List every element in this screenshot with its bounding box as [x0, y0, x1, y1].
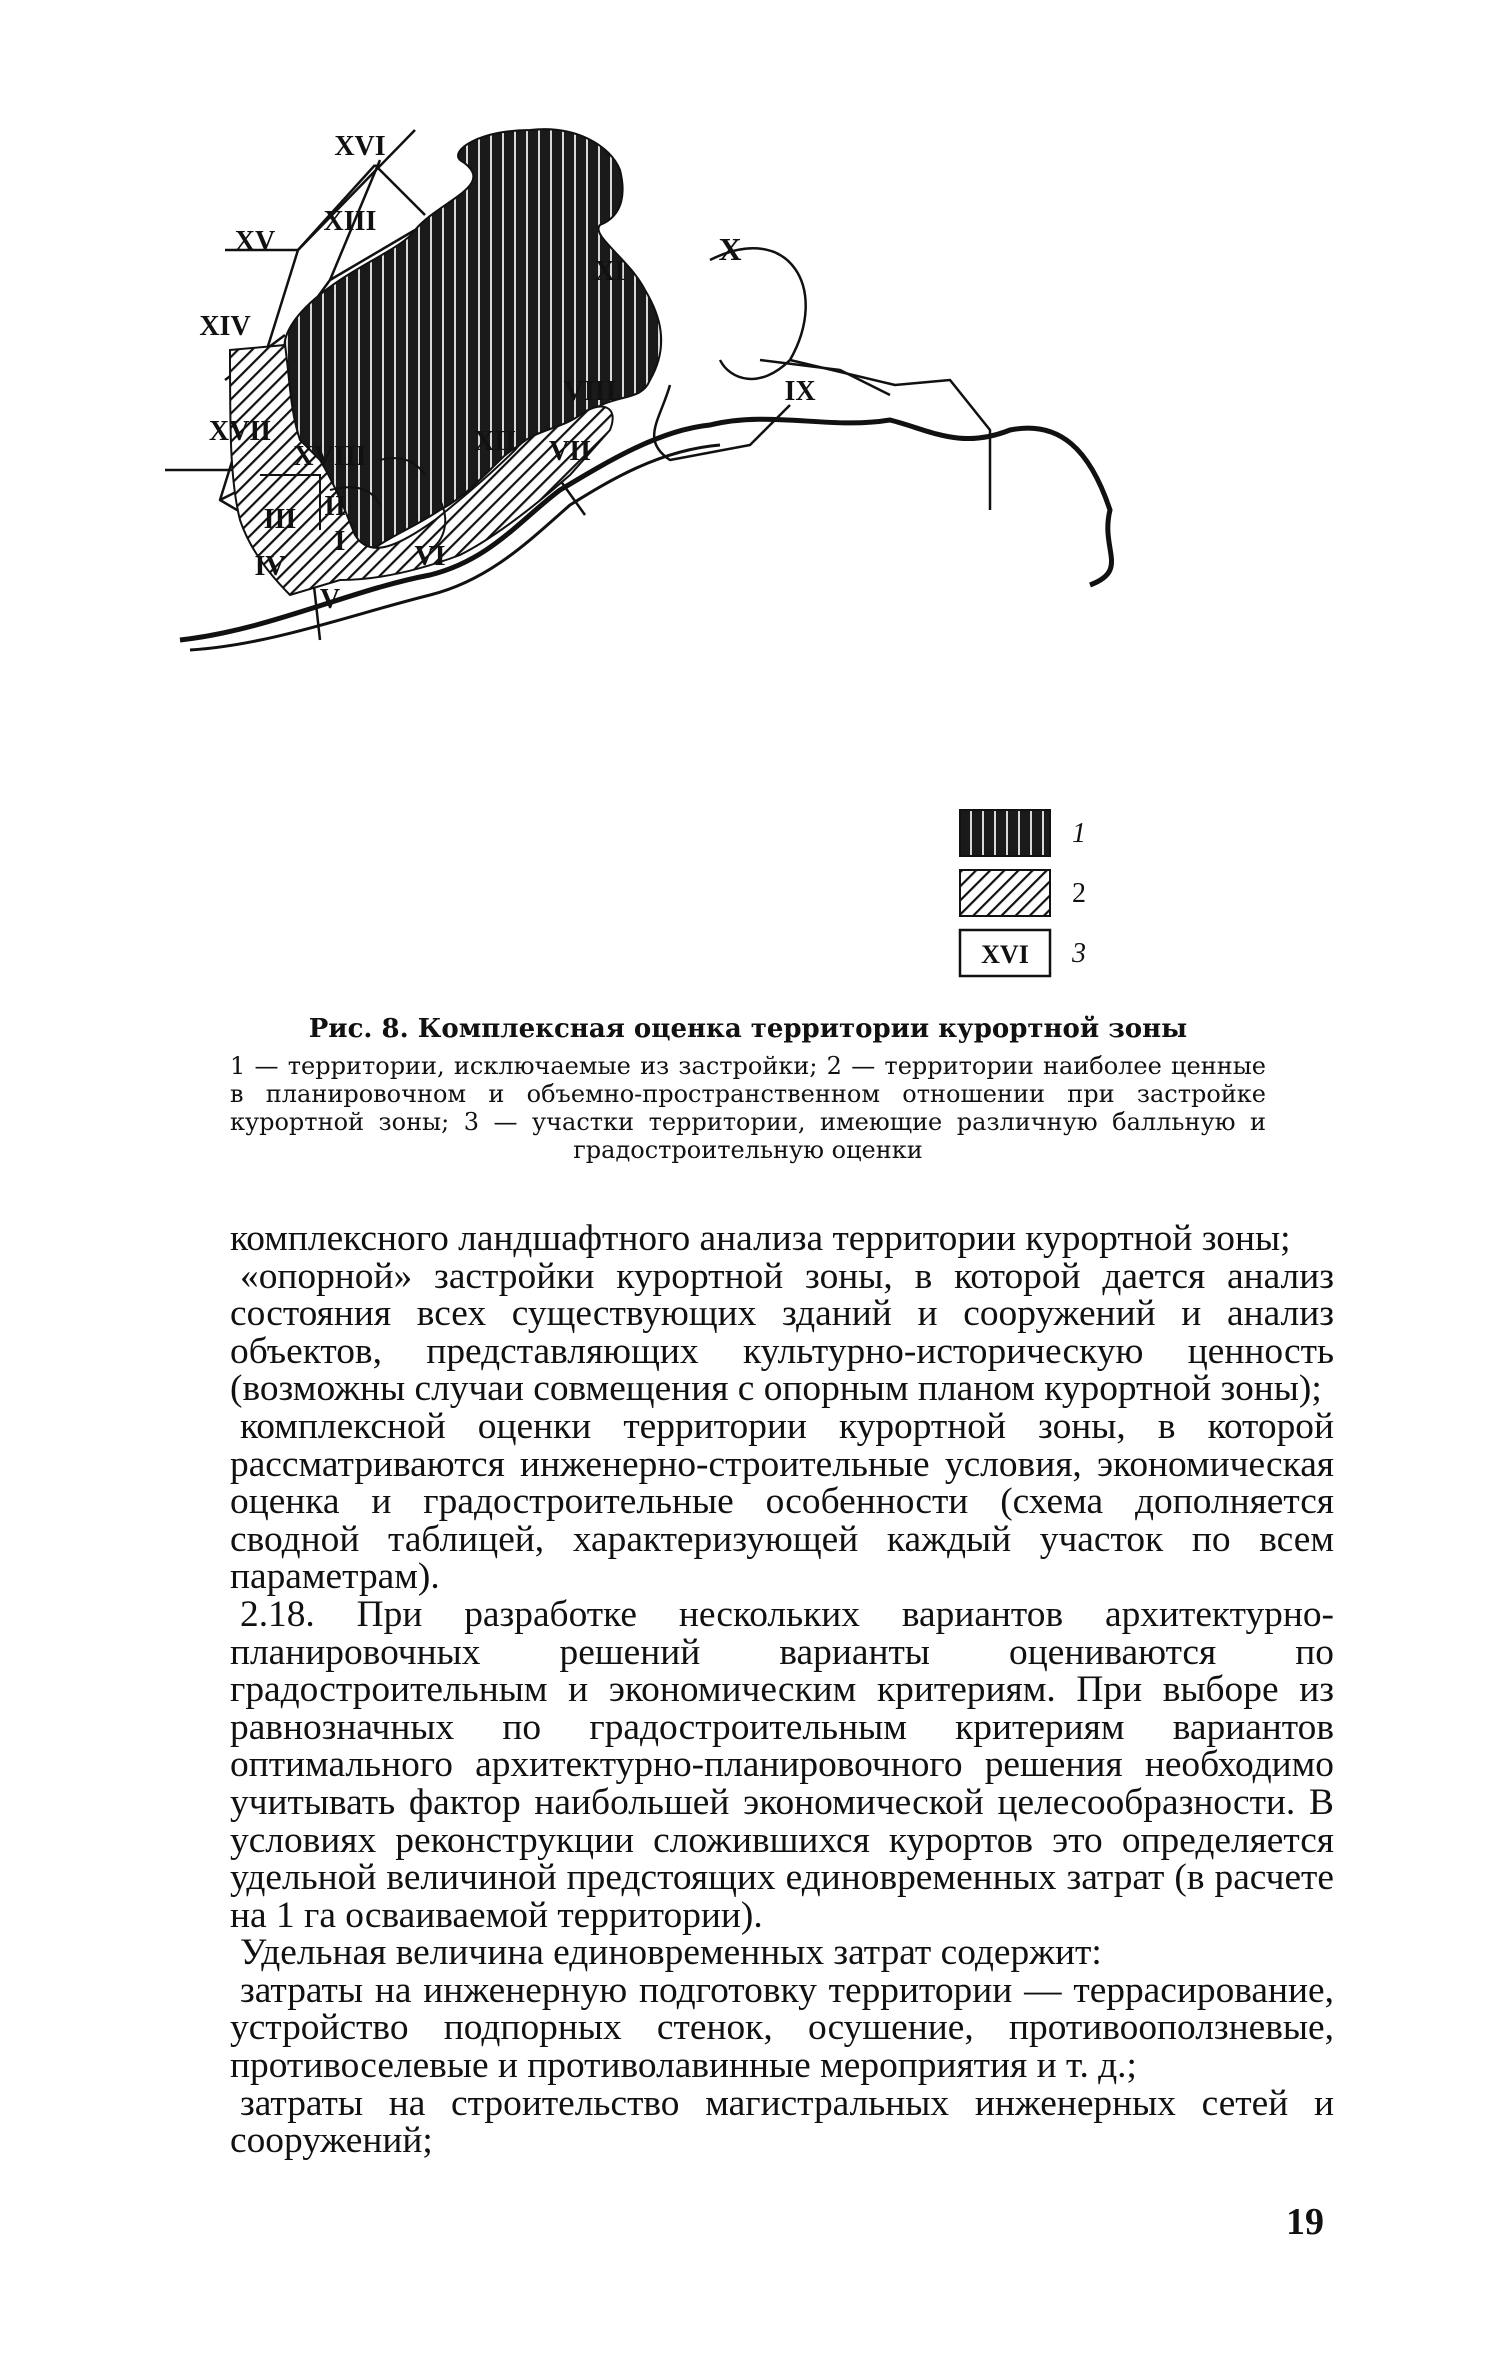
paragraph: «опорной» застройки курортной зоны, в которой дается анализ состояния всех существующих зданий и сооружений и анализ объектов, представляющих культурно-историческую ценность (возможны случаи совмещения с опорным планом курортной зоны); [230, 1255, 1334, 1410]
zone-label: IX [784, 376, 816, 407]
paragraph: 2.18. При разработке нескольких вариантов архитектурно-планировочных решений варианты оцениваются по градостроительным и экономическим критериям. При выборе из равнозначных по градостроительным критериям вариантов оптимального архитектурно-планировочного решения необходимо учитывать фактор наибольшей экономической целесообразности. В условиях реконструкции сложившихся курортов это определяется удельной величиной предстоящих единовременных затрат (в расчете на 1 га осваиваемой территории). [230, 1593, 1334, 1936]
zone-label: II [324, 491, 346, 522]
zone-label: XII [473, 426, 517, 457]
zone-label: VI [414, 541, 446, 572]
zone-label: XIV [199, 311, 251, 342]
legend-number: 2 [1072, 878, 1086, 909]
zone-label: VIII [563, 376, 617, 407]
zone-label: X [718, 231, 742, 267]
zone-label: IV [254, 551, 286, 582]
zone-label: XV [234, 226, 276, 257]
zone-label: XI [594, 256, 626, 287]
paragraph: затраты на строительство магистральных инженерных сетей и сооружений; [230, 2082, 1334, 2162]
caption-body: 1 — территории, исключаемые из застройки; 2 — территории наиболее ценные в планировочном и объемно-пространственном отношении при застройке курортной зоны; 3 — участки территории, имеющие различную балльную и градостроительную оценки [230, 1052, 1266, 1164]
zone-label: XIII [323, 206, 377, 237]
body-text [230, 1220, 1334, 2160]
zone-label: I [334, 526, 346, 557]
zone-label: V [319, 584, 341, 615]
legend-number: 3 [1072, 938, 1086, 969]
legend-number: 1 [1072, 818, 1086, 849]
zone-label: XVI [334, 131, 386, 162]
paragraph: комплексного ландшафтного анализа территории курортной зоны; [230, 1218, 1291, 1259]
map-legend [960, 810, 1086, 976]
legend-swatch-hatch [960, 870, 1050, 916]
paragraph: затраты на инженерную подготовку территории — террасирование, устройство подпорных стенок, осушение, противооползневые, противоселевые и противолавинные мероприятия и т. д.; [230, 1969, 1334, 2087]
figure-caption [230, 1014, 1266, 1164]
page-number: 19 [1286, 2201, 1324, 2243]
resort-zone-map [199, 130, 1280, 990]
legend-swatch-dark [960, 810, 1050, 856]
zone-label: III [263, 504, 297, 535]
zone-label: XVIII [293, 441, 367, 472]
caption-title: Рис. 8. Комплексная оценка территории курортной зоны [308, 1014, 1188, 1044]
zone-label: XVII [208, 416, 272, 447]
zone-label: VII [548, 436, 592, 467]
paragraph: комплексной оценки территории курортной зоны, в которой рассматриваются инженерно-строительные условия, экономическая оценка и градостроительные особенности (схема дополняется сводной таблицей, характеризующей каждый участок по всем параметрам). [230, 1405, 1334, 1598]
legend-label-text: XVI [981, 940, 1029, 969]
paragraph: Удельная величина единовременных затрат содержит: [240, 1932, 1102, 1974]
